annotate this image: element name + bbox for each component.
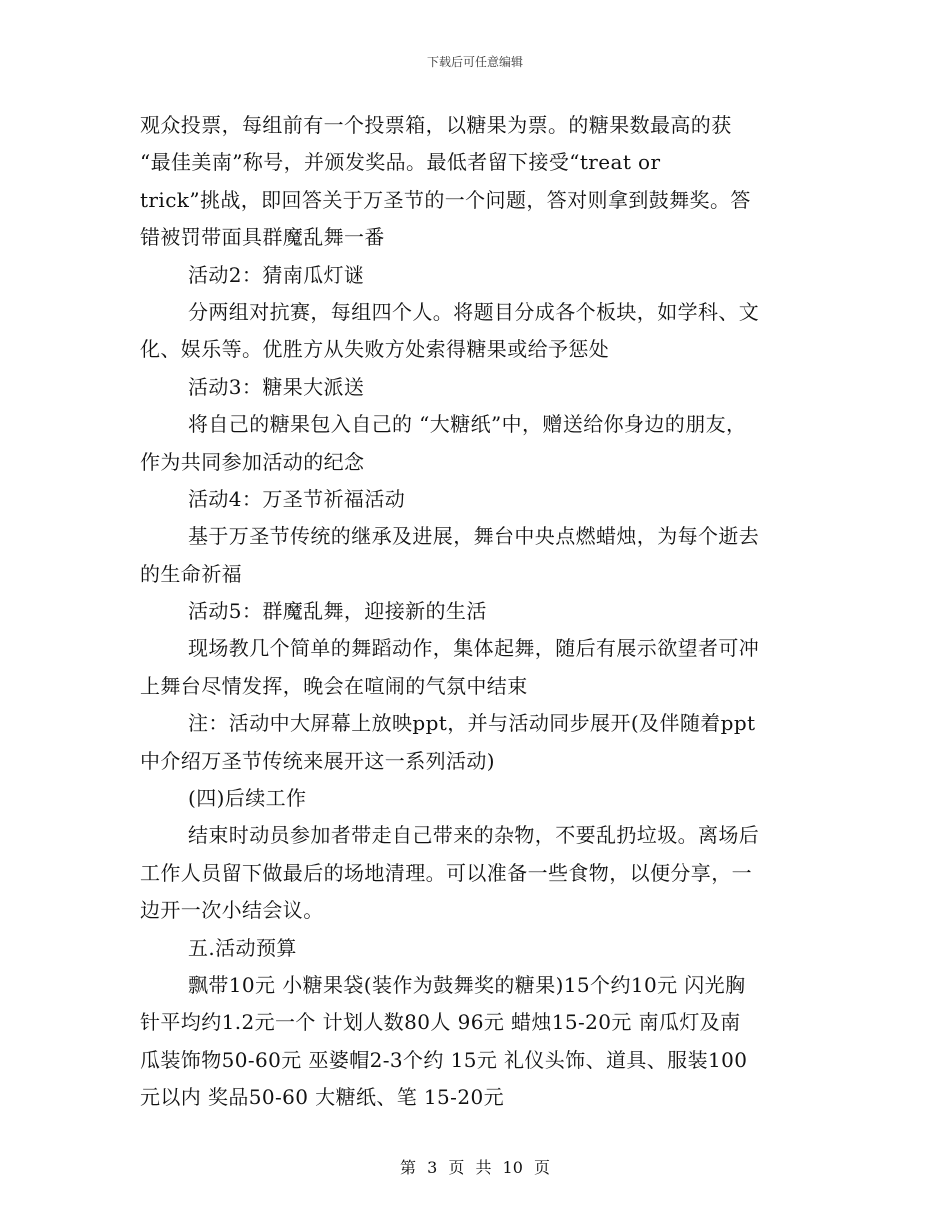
text-line: 活动5：群魔乱舞，迎接新的生活 <box>188 599 487 624</box>
text-line: (四)后续工作 <box>188 786 307 811</box>
text-line: 边开一次小结会议。 <box>140 898 324 923</box>
text-line: 针平均约1.2元一个 计划人数80人 96元 蜡烛15-20元 南瓜灯及南 <box>140 1010 741 1035</box>
text-line: 错被罚带面具群魔乱舞一番 <box>140 225 385 250</box>
text-line: 结束时动员参加者带走自己带来的杂物，不要乱扔垃圾。离场后 <box>188 823 760 848</box>
text-line: 观众投票，每组前有一个投票箱，以糖果为票。的糖果数最高的获 <box>140 113 732 137</box>
text-line: 工作人员留下做最后的场地清理。可以准备一些食物，以便分享，一 <box>140 860 752 885</box>
text-line: 作为共同参加活动的纪念 <box>140 449 365 474</box>
text-line: 分两组对抗赛，每组四个人。将题目分成各个板块，如学科、文 <box>188 299 760 324</box>
text-line: 现场教几个简单的舞蹈动作，集体起舞，随后有展示欲望者可冲 <box>188 636 760 661</box>
text-line: 元以内 奖品50-60 大糖纸、笔 15-20元 <box>140 1085 504 1110</box>
text-line: 五.活动预算 <box>188 935 297 960</box>
text-line: 注：活动中大屏幕上放映ppt，并与活动同步展开(及伴随着ppt <box>188 711 756 736</box>
page-header: 下载后可任意编辑 <box>426 55 523 69</box>
text-line: 活动3：糖果大派送 <box>188 374 365 399</box>
text-line: 基于万圣节传统的继承及进展，舞台中央点燃蜡烛，为每个逝去 <box>188 524 760 549</box>
document-body <box>140 107 815 1117</box>
text-line: 将自己的糖果包入自己的 “大糖纸”中，赠送给你身边的朋友， <box>188 412 747 437</box>
page-number: 第 3 页 共 10 页 <box>400 1158 550 1177</box>
text-line: “最佳美南”称号，并颁发奖品。最低者留下接受“treat or <box>140 150 661 175</box>
text-line: 瓜装饰物50-60元 巫婆帽2-3个约 15元 礼仪头饰、道具、服装100 <box>140 1047 748 1072</box>
text-line: 飘带10元 小糖果袋(装作为鼓舞奖的糖果)15个约10元 闪光胸 <box>188 972 746 997</box>
text-line: 化、娱乐等。优胜方从失败方处索得糖果或给予惩处 <box>140 337 610 362</box>
text-line: 上舞台尽情发挥，晚会在喧闹的气氛中结束 <box>140 673 528 698</box>
text-line: 活动4：万圣节祈福活动 <box>188 486 406 511</box>
text-line: 中介绍万圣节传统来展开这一系列活动) <box>140 748 496 773</box>
text-line: 活动2：猜南瓜灯谜 <box>188 262 365 287</box>
text-line: trick”挑战，即回答关于万圣节的一个问题，答对则拿到鼓舞奖。答 <box>140 187 751 212</box>
text-line: 的生命祈福 <box>140 561 242 586</box>
